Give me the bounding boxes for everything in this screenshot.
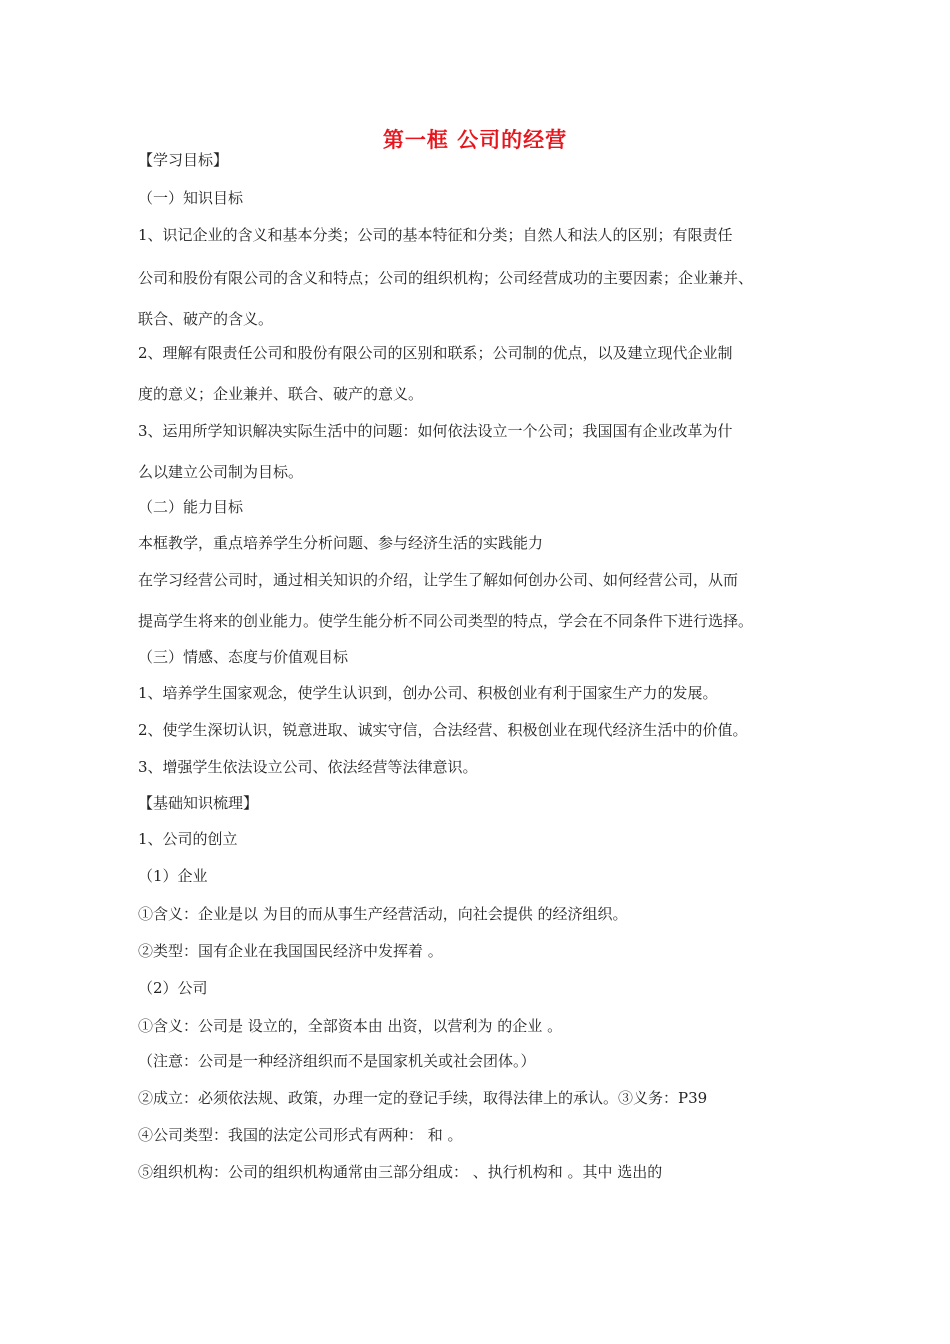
text-line: 度的意义；企业兼并、联合、破产的意义。 — [138, 385, 424, 403]
text-line: （注意：公司是一种经济组织而不是国家机关或社会团体。） — [138, 1052, 536, 1070]
text-line: ②类型：国有企业在我国国民经济中发挥着 。 — [138, 942, 443, 960]
text-line: （三）情感、态度与价值观目标 — [138, 648, 349, 666]
text-line: 3、增强学生依法设立公司、依法经营等法律意识。 — [138, 758, 478, 776]
text-line: 1、培养学生国家观念，使学生认识到，创办公司、积极创业有利于国家生产力的发展。 — [138, 684, 718, 702]
text-line: 2、理解有限责任公司和股份有限公司的区别和联系；公司制的优点，以及建立现代企业制 — [138, 344, 733, 362]
text-line: 1、公司的创立 — [138, 830, 238, 848]
text-line: 联合、破产的含义。 — [138, 310, 274, 328]
text-line: 3、运用所学知识解决实际生活中的问题：如何依法设立一个公司；我国国有企业改革为什 — [138, 422, 733, 440]
text-line: ④公司类型：我国的法定公司形式有两种： 和 。 — [138, 1126, 463, 1144]
text-line: （2）公司 — [138, 979, 208, 997]
text-line: （二）能力目标 — [138, 498, 244, 516]
text-line: 在学习经营公司时，通过相关知识的介绍，让学生了解如何创办公司、如何经营公司，从而 — [138, 571, 739, 589]
text-line: 2、使学生深切认识，锐意进取、诚实守信，合法经营、积极创业在现代经济生活中的价值。 — [138, 721, 748, 739]
text-line: 么以建立公司制为目标。 — [138, 463, 304, 481]
text-line: 【基础知识梳理】 — [138, 794, 259, 812]
text-line: 1、识记企业的含义和基本分类；公司的基本特征和分类；自然人和法人的区别；有限责任 — [138, 226, 733, 244]
text-line: ①含义：企业是以 为目的而从事生产经营活动，向社会提供 的经济组织。 — [138, 905, 628, 923]
text-line: ⑤组织机构：公司的组织机构通常由三部分组成： 、执行机构和 。其中 选出的 — [138, 1163, 663, 1181]
text-line: 提高学生将来的创业能力。使学生能分析不同公司类型的特点，学会在不同条件下进行选择。 — [138, 612, 754, 630]
text-line: （一）知识目标 — [138, 189, 244, 207]
text-line: 公司和股份有限公司的含义和特点；公司的组织机构；公司经营成功的主要因素；企业兼并、 — [138, 269, 754, 287]
text-line: （1）企业 — [138, 867, 208, 885]
text-line: 本框教学，重点培养学生分析问题、参与经济生活的实践能力 — [138, 534, 544, 552]
text-line: 【学习目标】 — [138, 151, 229, 169]
text-line: ①含义：公司是 设立的，全部资本由 出资，以营利为 的企业 。 — [138, 1017, 563, 1035]
text-line: ②成立：必须依法规、政策，办理一定的登记手续，取得法律上的承认。③义务：P39 — [138, 1089, 708, 1107]
document-title: 第一框 公司的经营 — [382, 128, 568, 152]
